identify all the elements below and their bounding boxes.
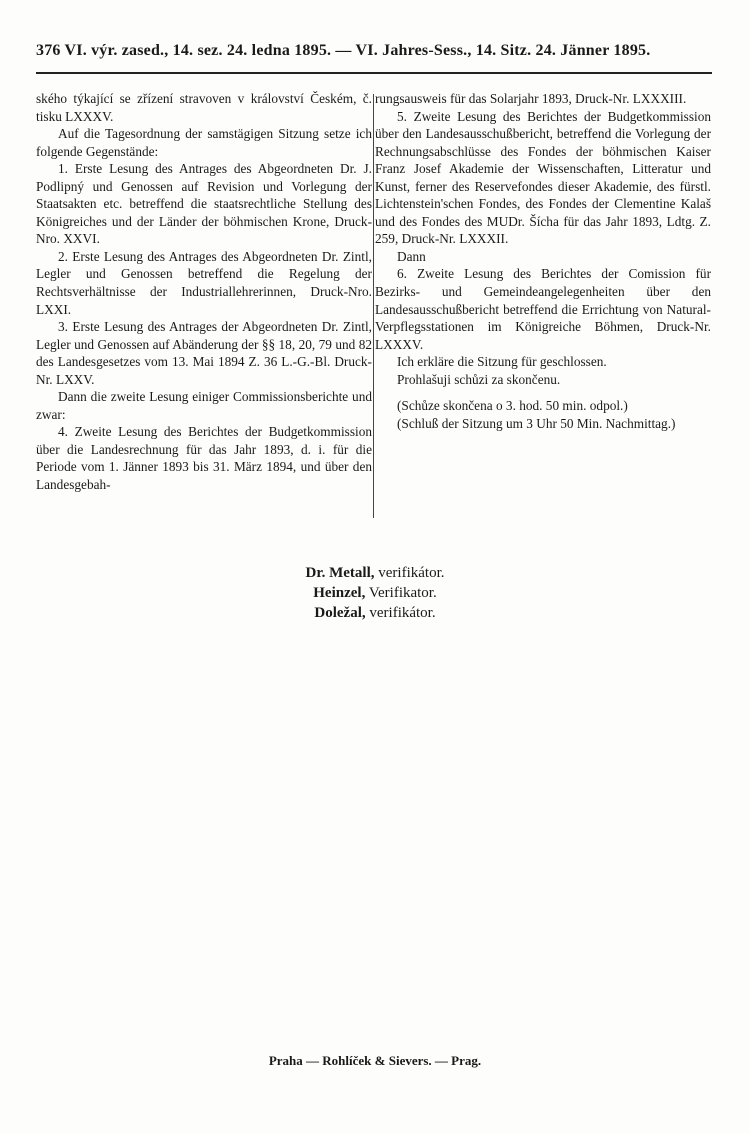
right-paragraph-dann: Dann: [397, 248, 426, 264]
left-column: [36, 90, 372, 494]
signature-block: [0, 563, 750, 623]
signature-line: [0, 603, 750, 623]
right-paragraph-item-6: 6. Zweite Lesung des Berichtes der Comission für Bezirks- und Gemeindeangelegenheiten über den Landesausschußbericht betreffend die Errichtung von Natural-Verpflegsstationen im Königreiche Böhmen, Druck-Nr. LXXXV.: [375, 266, 711, 352]
right-paragraph-item-5: 5. Zweite Lesung des Berichtes der Budgetkommission über den Landesausschußbericht, betreffend die Vorlegung der Rechnungsabschlüsse des Fondes der böhmischen Kaiser Franz Josef Akademie der Wissenschaften, Litteratur und Kunst, ferner des Reservefondes dieser Akademie, des fürstl. Lichtenstein'schen Fondes, des Fondes der Clementine Kalaš und des Fondes des MUDr. Šícha für das Jahr 1893, Ldtg. Z. 259, Druck-Nr. LXXXII.: [375, 108, 711, 247]
signatory-role: verifikátor.: [369, 605, 436, 621]
signatory-name: Dr. Metall,: [305, 565, 375, 581]
signature-line: [0, 563, 750, 583]
column-divider: [373, 94, 374, 518]
right-paragraph-end-time-de: (Schluß der Sitzung um 3 Uhr 50 Min. Nachmittag.): [397, 415, 676, 431]
right-paragraph-continuation: rungsausweis für das Solarjahr 1893, Druck-Nr. LXXXIII.: [375, 91, 687, 106]
printer-imprint: Praha — Rohlíček & Sievers. — Prag.: [268, 1053, 482, 1068]
left-paragraph-item-3: 3. Erste Lesung des Antrages der Abgeordneten Dr. Zintl, Legler und Genossen auf Abänderung der §§ 18, 20, 79 und 82 des Landesgesetzes vom 13. Mai 1894 Z. 36 L.-G.-Bl. Druck-Nr. LXXV.: [36, 319, 372, 387]
right-paragraph-end-time-cz: (Schůze skončena o 3. hod. 50 min. odpol.): [397, 398, 628, 414]
left-paragraph-second-reading: Dann die zweite Lesung einiger Commissionsberichte und zwar:: [36, 389, 372, 422]
header-rule: [36, 72, 712, 74]
signatory-role: verifikátor.: [378, 565, 445, 581]
signature-line: [0, 583, 750, 603]
text-columns: [36, 90, 712, 526]
right-paragraph-closing-cz: Prohlašuji schůzi za skončenu.: [397, 371, 561, 387]
signatory-name: Heinzel,: [313, 585, 366, 601]
left-paragraph-item-1: 1. Erste Lesung des Antrages des Abgeordneten Dr. J. Podlipný und Genossen auf Revision und Vorlegung der Staatsakten etc. betreffend die staatsrechtliche Stellung des Königreiches und der Länder der böhmischen Krone, Druck-Nro. XXVI.: [36, 161, 372, 247]
signatory-role: Verifikator.: [368, 585, 437, 601]
signatory-name: Doležal,: [314, 605, 366, 621]
right-paragraph-closing-de: Ich erkläre die Sitzung für geschlossen.: [397, 354, 607, 370]
left-paragraph-continuation: ského týkající se zřízení stravoven v království Českém, č. tisku LXXXV.: [36, 91, 372, 124]
left-paragraph-item-2: 2. Erste Lesung des Antrages des Abgeordneten Dr. Zintl, Legler und Genossen betreffend die Regelung der Rechtsverhältnisse der Industriallehrerinnen, Druck-Nro. LXXI.: [36, 248, 372, 317]
page-header: 376 VI. výr. zased., 14. sez. 24. ledna 1895. — VI. Jahres-Sess., 14. Sitz. 24. Jänner 1895.: [36, 42, 651, 59]
left-paragraph-item-4: 4. Zweite Lesung des Berichtes der Budgetkommission über die Landesrechnung für das Jahr 1893, d. i. für die Periode vom 1. Jänner 1893 bis 31. März 1894, und über den Landesgebah-: [36, 424, 372, 493]
left-paragraph-agenda-intro: Auf die Tagesordnung der samstägigen Sitzung setze ich folgende Gegenstände:: [36, 126, 372, 159]
right-column: [375, 90, 711, 432]
